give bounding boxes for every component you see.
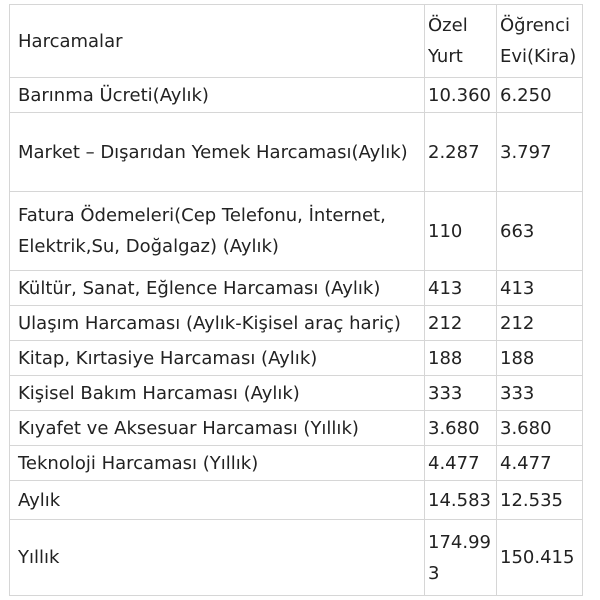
dorm-value-cell: 174.993 bbox=[425, 520, 497, 596]
table-row bbox=[10, 306, 583, 341]
header-cell: Öğrenci Evi(Kira) bbox=[497, 5, 583, 78]
expense-label-cell: Kişisel Bakım Harcaması (Aylık) bbox=[10, 376, 425, 411]
table-row bbox=[10, 192, 583, 271]
table-row bbox=[10, 271, 583, 306]
house-value-cell: 4.477 bbox=[497, 446, 583, 481]
dorm-value-cell: 188 bbox=[425, 341, 497, 376]
table-row bbox=[10, 341, 583, 376]
expense-label-cell: Kıyafet ve Aksesuar Harcaması (Yıllık) bbox=[10, 411, 425, 446]
table-row bbox=[10, 113, 583, 192]
table-header-row bbox=[10, 5, 583, 78]
house-value-cell: 333 bbox=[497, 376, 583, 411]
expense-label-cell: Barınma Ücreti(Aylık) bbox=[10, 78, 425, 113]
table-row bbox=[10, 78, 583, 113]
house-value-cell: 212 bbox=[497, 306, 583, 341]
dorm-value-cell: 4.477 bbox=[425, 446, 497, 481]
dorm-value-cell: 2.287 bbox=[425, 113, 497, 192]
dorm-value-cell: 14.583 bbox=[425, 481, 497, 520]
house-value-cell: 188 bbox=[497, 341, 583, 376]
dorm-value-cell: 110 bbox=[425, 192, 497, 271]
house-value-cell: 3.797 bbox=[497, 113, 583, 192]
table-row bbox=[10, 376, 583, 411]
expense-label-cell: Yıllık bbox=[10, 520, 425, 596]
header-cell: Özel Yurt bbox=[425, 5, 497, 78]
house-value-cell: 3.680 bbox=[497, 411, 583, 446]
house-value-cell: 663 bbox=[497, 192, 583, 271]
table-row bbox=[10, 446, 583, 481]
expenses-table bbox=[9, 4, 583, 596]
expense-label-cell: Teknoloji Harcaması (Yıllık) bbox=[10, 446, 425, 481]
dorm-value-cell: 10.360 bbox=[425, 78, 497, 113]
house-value-cell: 12.535 bbox=[497, 481, 583, 520]
house-value-cell: 150.415 bbox=[497, 520, 583, 596]
yearly-total-row bbox=[10, 520, 583, 596]
dorm-value-cell: 3.680 bbox=[425, 411, 497, 446]
dorm-value-cell: 413 bbox=[425, 271, 497, 306]
expense-label-cell: Market – Dışarıdan Yemek Harcaması(Aylık) bbox=[10, 113, 425, 192]
expense-label-cell: Fatura Ödemeleri(Cep Telefonu, İnternet, Elektrik,Su, Doğalgaz) (Aylık) bbox=[10, 192, 425, 271]
house-value-cell: 413 bbox=[497, 271, 583, 306]
expense-label-cell: Kültür, Sanat, Eğlence Harcaması (Aylık) bbox=[10, 271, 425, 306]
expense-label-cell: Ulaşım Harcaması (Aylık-Kişisel araç hariç) bbox=[10, 306, 425, 341]
dorm-value-cell: 333 bbox=[425, 376, 497, 411]
house-value-cell: 6.250 bbox=[497, 78, 583, 113]
monthly-total-row bbox=[10, 481, 583, 520]
dorm-value-cell: 212 bbox=[425, 306, 497, 341]
expense-label-cell: Kitap, Kırtasiye Harcaması (Aylık) bbox=[10, 341, 425, 376]
header-cell: Harcamalar bbox=[10, 5, 425, 78]
table-row bbox=[10, 411, 583, 446]
expense-label-cell: Aylık bbox=[10, 481, 425, 520]
